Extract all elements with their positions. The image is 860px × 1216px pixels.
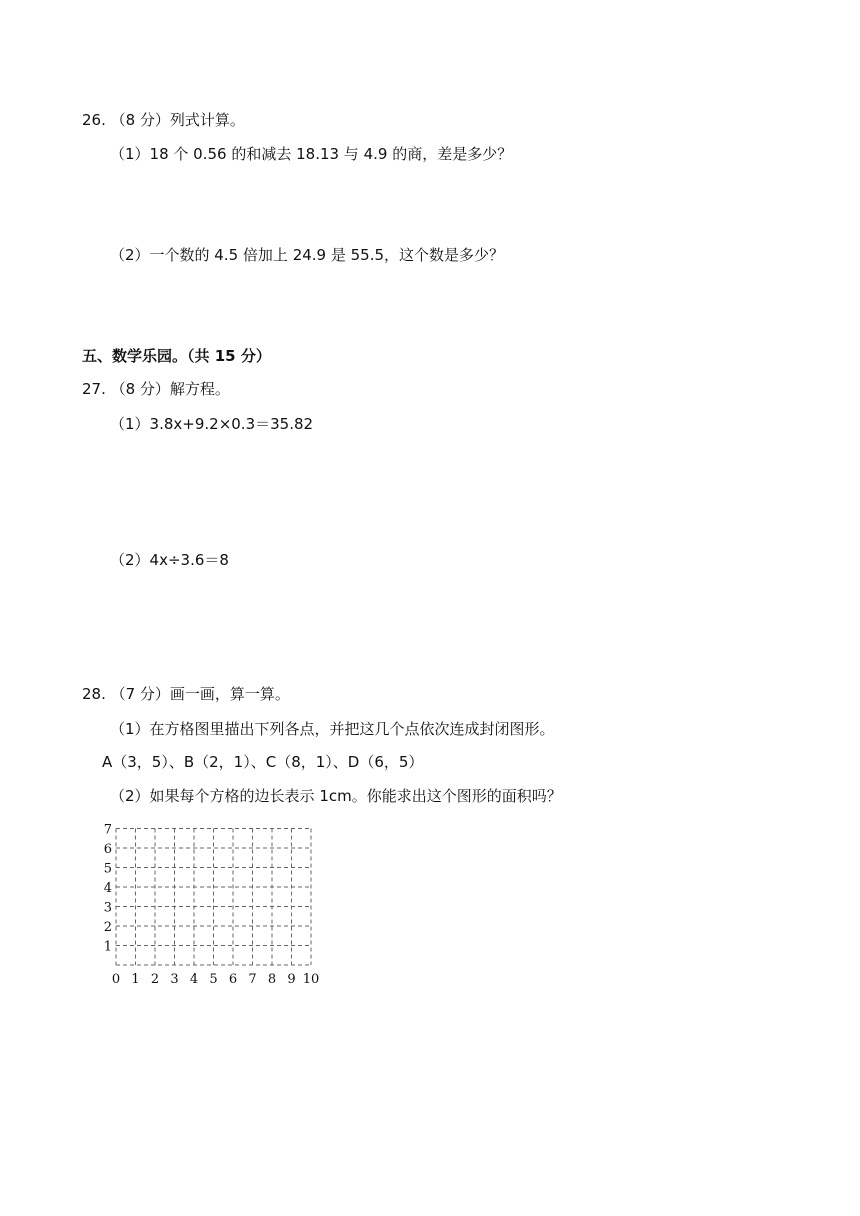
q26-part1: （1）18 个 0.56 的和减去 18.13 与 4.9 的商，差是多少？	[110, 145, 513, 163]
y-axis-tick-label: 7	[103, 822, 112, 838]
x-axis-tick-label: 8	[267, 972, 277, 987]
y-axis-tick-label: 1	[103, 939, 112, 955]
y-axis-tick-label: 2	[103, 920, 112, 935]
x-axis-tick-label: 10	[302, 972, 320, 987]
q28-title: 28. （7 分）画一画，算一算。	[82, 685, 290, 703]
x-axis-tick-label: 2	[150, 972, 160, 987]
y-axis-tick-label: 4	[103, 881, 112, 896]
x-axis-tick-label: 7	[248, 972, 257, 987]
q26-part2: （2）一个数的 4.5 倍加上 24.9 是 55.5，这个数是多少？	[110, 246, 505, 264]
q28-part2: （2）如果每个方格的边长表示 1cm。你能求出这个图形的面积吗？	[110, 787, 562, 805]
q27-part1: （1）3.8x+9.2×0.3＝35.82	[110, 415, 314, 433]
y-axis-tick-label: 6	[103, 842, 112, 857]
q28-points: A（3，5）、B（2，1）、C（8，1）、D（6，5）	[102, 753, 424, 771]
q27-title: 27. （8 分）解方程。	[82, 380, 230, 398]
grid-figure	[96, 818, 336, 990]
y-axis-tick-label: 5	[103, 861, 112, 877]
x-axis-tick-label: 1	[131, 972, 140, 987]
q27-part2: （2）4x÷3.6＝8	[110, 551, 229, 569]
x-axis-tick-label: 4	[189, 972, 199, 987]
x-axis-tick-label: 3	[170, 972, 179, 987]
x-axis-tick-label: 0	[111, 972, 121, 987]
x-axis-tick-label: 6	[228, 972, 238, 987]
q28-part1: （1）在方格图里描出下列各点，并把这几个点依次连成封闭图形。	[110, 720, 555, 738]
q26-title: 26. （8 分）列式计算。	[82, 111, 245, 129]
x-axis-tick-label: 5	[209, 972, 218, 987]
coordinate-grid	[96, 818, 336, 990]
x-axis-tick-label: 9	[287, 972, 296, 987]
y-axis-tick-label: 3	[103, 900, 112, 916]
section-5-heading: 五、数学乐园。（共 15 分）	[82, 347, 271, 365]
